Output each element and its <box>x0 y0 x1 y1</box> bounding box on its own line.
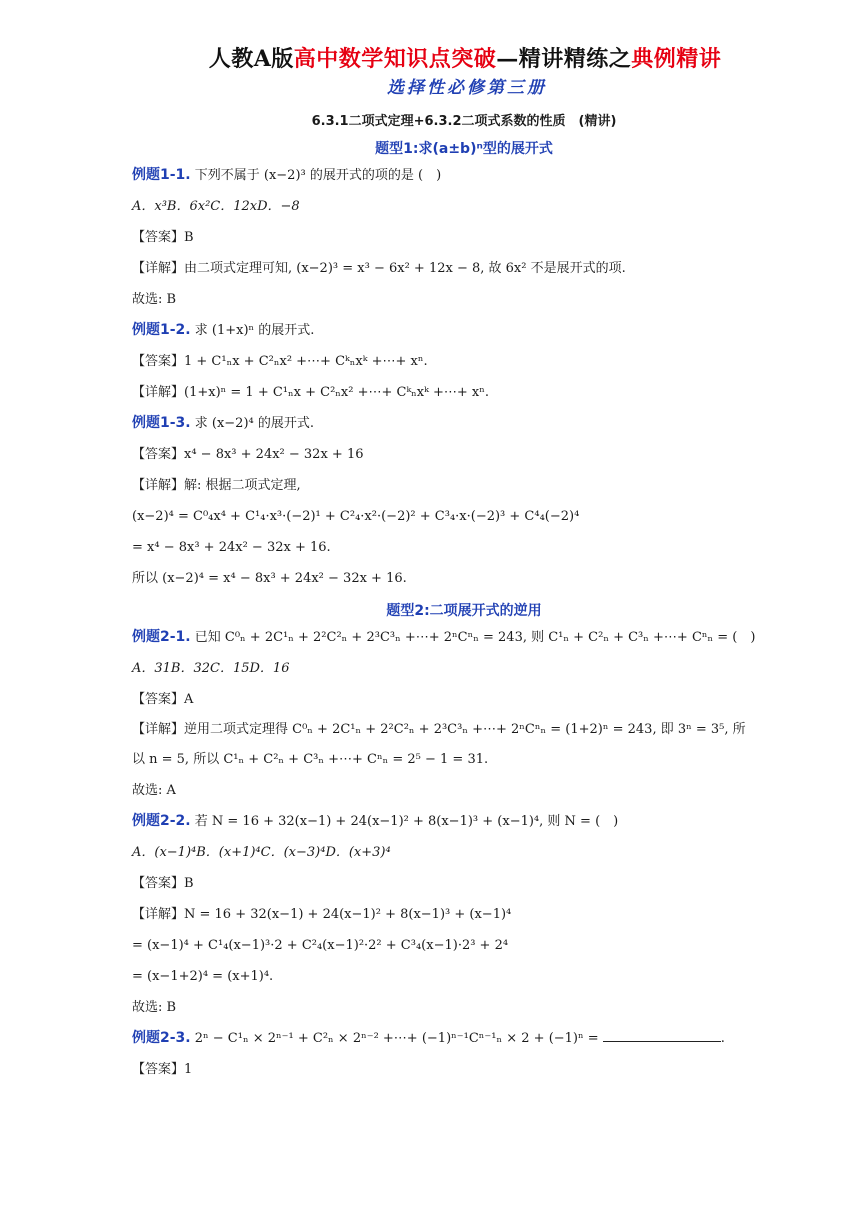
lesson-title: 6.3.1二项式定理+6.3.2二项式系数的性质 (精讲) <box>311 114 617 129</box>
detail-line: 【详解】N = 16 + 32(x−1) + 24(x−1)² + 8(x−1)³ + (x−1)⁴ <box>132 907 512 922</box>
section-title-2: 题型2:二项展开式的逆用 <box>386 603 542 619</box>
example-question <box>132 1023 758 1054</box>
question-text: 下列不属于 (x−2)³ 的展开式的项的是 ( ) <box>190 168 442 183</box>
example-question <box>132 315 758 346</box>
example-label: 例题1-3. <box>132 415 191 431</box>
header-title-highlight: 高中数学知识点突破 <box>293 46 497 72</box>
detail-line: 【详解】(1+x)ⁿ = 1 + C¹ₙx + C²ₙx² +⋯+ Cᵏₙxᵏ +⋯+ xⁿ. <box>132 385 490 400</box>
example-question <box>132 160 758 191</box>
answer-line: 【答案】1 + C¹ₙx + C²ₙx² +⋯+ Cᵏₙxᵏ +⋯+ xⁿ. <box>132 354 428 369</box>
header-title-part: —精讲精练之 <box>496 46 632 72</box>
example-label: 例题2-1. <box>132 629 191 645</box>
example-question <box>132 408 758 439</box>
derivation-line: (x−2)⁴ = C⁰₄x⁴ + C¹₄·x³·(−2)¹ + C²₄·x²·(−2)² + C³₄·x·(−2)³ + C⁴₄(−2)⁴ <box>132 509 580 524</box>
derivation-line: = (x−1+2)⁴ = (x+1)⁴. <box>132 969 274 984</box>
answer-line: 【答案】B <box>132 230 194 245</box>
example-label: 例题1-1. <box>132 167 191 183</box>
example-question <box>132 806 758 837</box>
example-question <box>132 622 758 653</box>
answer-line: 【答案】A <box>132 692 194 707</box>
example-label: 例题1-2. <box>132 322 191 338</box>
answer-line: 【答案】B <box>132 876 194 891</box>
question-text: 求 (x−2)⁴ 的展开式. <box>190 416 315 431</box>
header-title-part: 人教A版 <box>208 46 294 72</box>
detail-line: 【详解】解: 根据二项式定理, <box>132 478 301 493</box>
answer-options: A．31B．32C．15D．16 <box>132 661 290 676</box>
section-title-1: 题型1:求(a±b)ⁿ型的展开式 <box>375 141 553 157</box>
example-label: 例题2-3. <box>132 1030 191 1046</box>
question-text: 已知 C⁰ₙ + 2C¹ₙ + 2²C²ₙ + 2³C³ₙ +⋯+ 2ⁿCⁿₙ = 243, 则 C¹ₙ + C²ₙ + C³ₙ +⋯+ Cⁿₙ = ( ) <box>190 630 756 645</box>
answer-line: 【答案】x⁴ − 8x³ + 24x² − 32x + 16 <box>132 447 364 462</box>
answer-line: 【答案】1 <box>132 1062 193 1077</box>
fill-in-blank[interactable] <box>603 1029 721 1042</box>
document-header-subtitle: 选择性必修第三册 <box>387 78 547 98</box>
question-text: 求 (1+x)ⁿ 的展开式. <box>190 323 315 338</box>
derivation-line: 所以 (x−2)⁴ = x⁴ − 8x³ + 24x² − 32x + 16. <box>132 571 407 586</box>
document-header-title <box>172 42 758 76</box>
derivation-line: = (x−1)⁴ + C¹₄(x−1)³·2 + C²₄(x−1)²·2² + C³₄(x−1)·2³ + 2⁴ <box>132 938 509 953</box>
question-end: . <box>720 1031 725 1046</box>
detail-paragraph: 【详解】逆用二项式定理得 C⁰ₙ + 2C¹ₙ + 2²C²ₙ + 2³C³ₙ +⋯+ 2ⁿCⁿₙ = (1+2)ⁿ = 243, 即 3ⁿ = 3⁵, 所以 n = 5, 所以 C¹ₙ + C²ₙ + C³ₙ +⋯+ Cⁿₙ = 2⁵ − 1 = 31. <box>132 722 746 767</box>
answer-options: A．x³B．6x²C．12xD．−8 <box>132 199 300 214</box>
question-text: 2ⁿ − C¹ₙ × 2ⁿ⁻¹ + C²ₙ × 2ⁿ⁻² +⋯+ (−1)ⁿ⁻¹Cⁿ⁻¹ₙ × 2 + (−1)ⁿ = <box>190 1031 603 1046</box>
detail-line: 【详解】由二项式定理可知, (x−2)³ = x³ − 6x² + 12x − 8, 故 6x² 不是展开式的项. <box>132 261 626 276</box>
question-text: 若 N = 16 + 32(x−1) + 24(x−1)² + 8(x−1)³ + (x−1)⁴, 则 N = ( ) <box>190 814 619 829</box>
selection-line: 故选: B <box>132 292 177 307</box>
derivation-line: = x⁴ − 8x³ + 24x² − 32x + 16. <box>132 540 331 555</box>
example-label: 例题2-2. <box>132 813 191 829</box>
selection-line: 故选: B <box>132 1000 177 1015</box>
selection-line: 故选: A <box>132 783 176 798</box>
header-title-highlight: 典例精讲 <box>631 46 722 72</box>
answer-options: A．(x−1)⁴B．(x+1)⁴C．(x−3)⁴D．(x+3)⁴ <box>132 845 391 860</box>
